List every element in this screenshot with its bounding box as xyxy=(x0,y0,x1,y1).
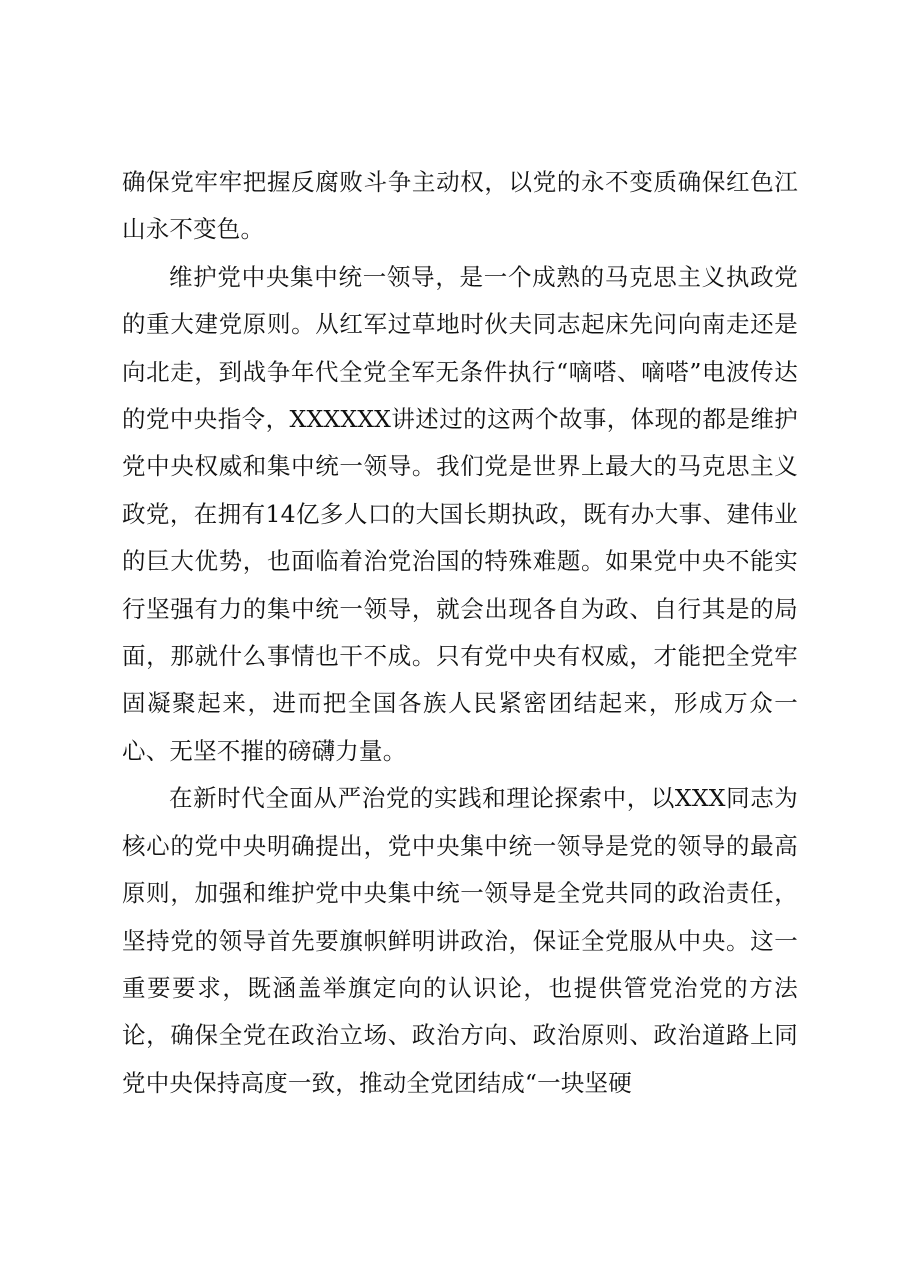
paragraph-continued: 确保党牢牢把握反腐败斗争主动权，以党的永不变质确保红色江山永不变色。 xyxy=(122,168,798,244)
paragraph: 维护党中央集中统一领导，是一个成熟的马克思主义执政党的重大建党原则。从红军过草地时伙夫同志起床先问向南走还是向北走，到战争年代全党全军无条件执行“嘀嗒、嘀嗒”电波传达的党中央指令，XXXXXX讲述过的这两个故事，体现的都是维护党中央权威和集中统一领导。我们党是世界上最大的马克思主义政党，在拥有14亿多人口的大国长期执政，既有办大事、建伟业的巨大优势，也面临着治党治国的特殊难题。如果党中央不能实行坚强有力的集中统一领导，就会出现各自为政、自行其是的局面，那就什么事情也干不成。只有党中央有权威，才能把全党牢固凝聚起来，进而把全国各族人民紧密团结起来，形成万众一心、无坚不摧的磅礴力量。 xyxy=(122,262,798,765)
body-text xyxy=(122,159,798,1107)
paragraph: 在新时代全面从严治党的实践和理论探索中，以XXX同志为核心的党中央明确提出，党中央集中统一领导是党的领导的最高原则，加强和维护党中央集中统一领导是全党共同的政治责任，坚持党的领导首先要旗帜鲜明讲政治，保证全党服从中央。这一重要要求，既涵盖举旗定向的认识论，也提供管党治党的方法论，确保全党在政治立场、政治方向、政治原则、政治道路上同党中央保持高度一致，推动全党团结成“一块坚硬 xyxy=(122,784,798,1097)
